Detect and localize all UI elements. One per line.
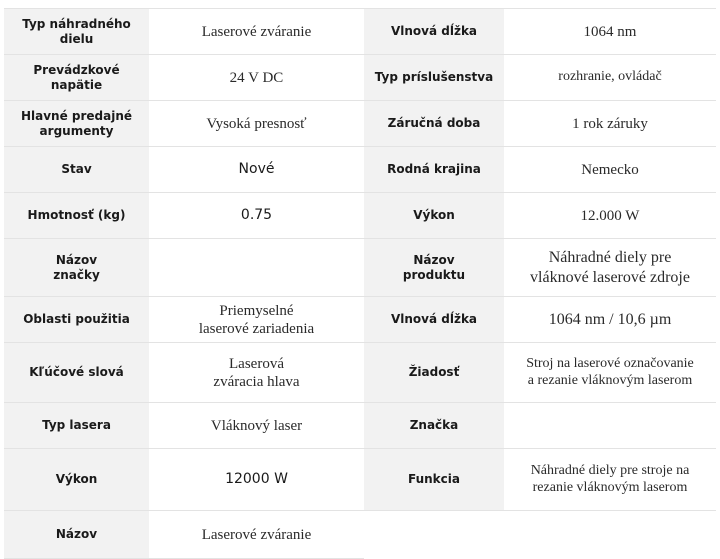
- application-areas-label: Oblasti použitia: [4, 297, 149, 343]
- name-value: Laserové zváranie: [149, 511, 364, 559]
- weight-label: Hmotnosť (kg): [4, 193, 149, 239]
- table-row: [4, 101, 716, 147]
- condition-label: Stav: [4, 147, 149, 193]
- table-row: [4, 55, 716, 101]
- table-row: [4, 403, 716, 449]
- keywords-label: Kľúčové slová: [4, 343, 149, 403]
- brand-name-label: Názov značky: [4, 239, 149, 297]
- operating-voltage-value: 24 V DC: [149, 55, 364, 101]
- warranty-value: 1 rok záruky: [504, 101, 716, 147]
- operating-voltage-label: Prevádzkové napätie: [4, 55, 149, 101]
- wavelength-2-label: Vlnová dĺžka: [364, 297, 504, 343]
- keywords-value: Laserová zváracia hlava: [149, 343, 364, 403]
- accessory-type-label: Typ príslušenstva: [364, 55, 504, 101]
- product-name-value: Náhradné diely pre vláknové laserové zdroje: [504, 239, 716, 297]
- name-label: Názov: [4, 511, 149, 559]
- function-label: Funkcia: [364, 449, 504, 511]
- product-name-label: Názov produktu: [364, 239, 504, 297]
- warranty-label: Záručná doba: [364, 101, 504, 147]
- table-row: [4, 449, 716, 511]
- empty-cell: [364, 511, 716, 559]
- selling-points-value: Vysoká presnosť: [149, 101, 364, 147]
- table-row: [4, 297, 716, 343]
- table-row: [4, 9, 716, 55]
- power-value: 12.000 W: [504, 193, 716, 239]
- spare-part-type-label: Typ náhradného dielu: [4, 9, 149, 55]
- spare-part-type-value: Laserové zváranie: [149, 9, 364, 55]
- condition-value: Nové: [149, 147, 364, 193]
- laser-type-value: Vláknový laser: [149, 403, 364, 449]
- wavelength-label: Vlnová dĺžka: [364, 9, 504, 55]
- power-2-value: 12000 W: [149, 449, 364, 511]
- country-of-origin-value: Nemecko: [504, 147, 716, 193]
- accessory-type-value: rozhranie, ovládač: [504, 55, 716, 101]
- wavelength-value: 1064 nm: [504, 9, 716, 55]
- application-areas-value: Priemyselné laserové zariadenia: [149, 297, 364, 343]
- table-row: [4, 147, 716, 193]
- application-label: Žiadosť: [364, 343, 504, 403]
- selling-points-label: Hlavné predajné argumenty: [4, 101, 149, 147]
- country-of-origin-label: Rodná krajina: [364, 147, 504, 193]
- table-row: [4, 193, 716, 239]
- brand-value: [504, 403, 716, 449]
- brand-label: Značka: [364, 403, 504, 449]
- wavelength-2-value: 1064 nm / 10,6 µm: [504, 297, 716, 343]
- power-label: Výkon: [364, 193, 504, 239]
- table-row: [4, 511, 716, 559]
- table-row: [4, 239, 716, 297]
- power-2-label: Výkon: [4, 449, 149, 511]
- laser-type-label: Typ lasera: [4, 403, 149, 449]
- function-value: Náhradné diely pre stroje na rezanie vláknovým laserom: [504, 449, 716, 511]
- product-spec-table: [4, 8, 716, 559]
- application-value: Stroj na laserové označovanie a rezanie vláknovým laserom: [504, 343, 716, 403]
- brand-name-value: [149, 239, 364, 297]
- weight-value: 0.75: [149, 193, 364, 239]
- table-row: [4, 343, 716, 403]
